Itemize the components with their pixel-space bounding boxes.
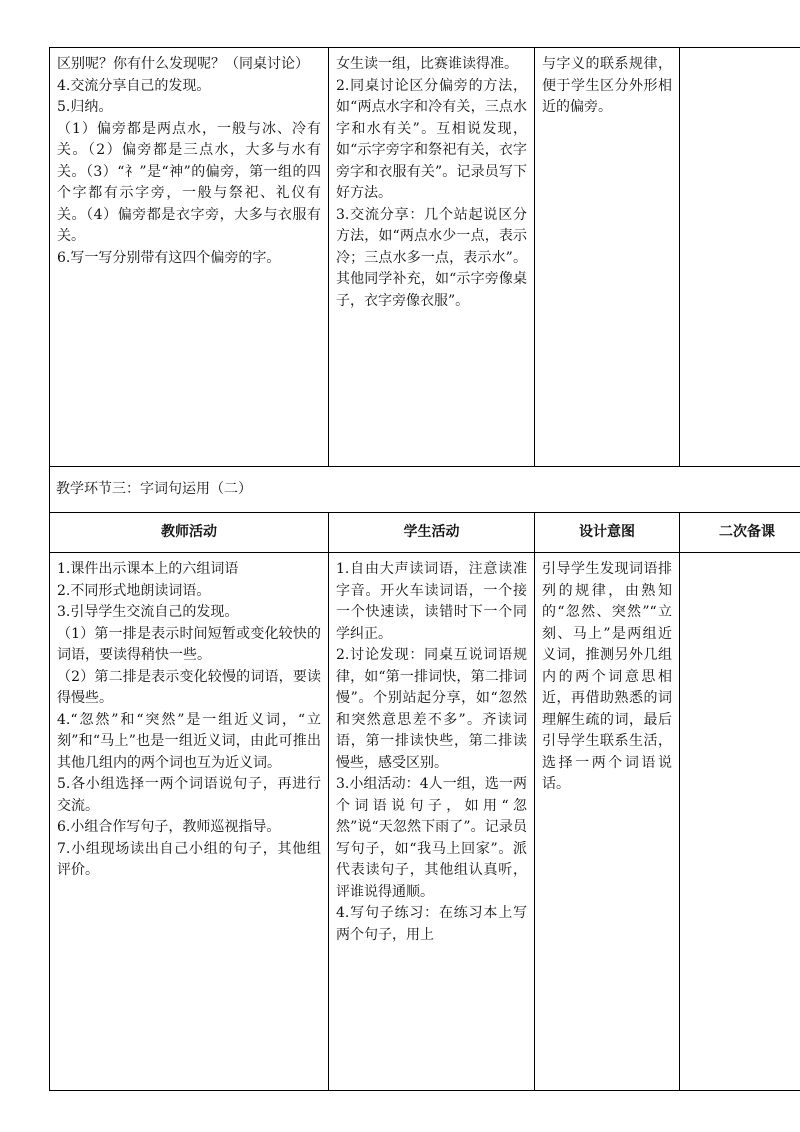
cell-paragraph: 4.“忽然”和“突然”是一组近义词，“立刻”和“马上”也是一组近义词，由此可推出其他几组内的两个词也互为近义词。 xyxy=(57,711,321,771)
cell-paragraph: 3.小组活动：4人一组，选一两个词语说句子，如用“忽然”说“天忽然下雨了”。记录员写句子，如“我马上回家”。派代表读句子，其他组认真听，评谁说得通顺。 xyxy=(336,776,527,900)
cell-paragraph: 4.交流分享自己的发现。 xyxy=(57,77,211,94)
section-title-row xyxy=(50,467,800,513)
section-title: 教学环节三：字词句运用（二） xyxy=(50,467,800,513)
cell-paragraph: 6.小组合作写句子，教师巡视指导。 xyxy=(57,819,281,835)
cell-paragraph: 与字义的联系规律，便于学生区分外形相近的偏旁。 xyxy=(542,56,672,115)
cell-paragraph: 6.写一写分别带有这四个偏旁的字。 xyxy=(57,249,281,266)
student-activity-cell xyxy=(329,48,535,467)
design-intent-cell xyxy=(535,553,680,1091)
secondary-notes-cell xyxy=(680,553,800,1091)
header-design-intent: 设计意图 xyxy=(535,513,680,553)
cell-paragraph: 1.课件出示课本上的六组词语 xyxy=(57,561,239,577)
header-teacher-activity: 教师活动 xyxy=(50,513,329,553)
cell-paragraph: 4.写句子练习：在练习本上写两个句子，用上 xyxy=(336,905,527,943)
cell-paragraph: 引导学生发现词语排列的规律，由熟知的“忽然、突然”“立刻、马上”是两组近义词，推测另外几组内的两个词意思相近，再借助熟悉的词理解生疏的词，最后引导学生联系生活，选择一两个词语说话。 xyxy=(542,561,672,792)
cell-paragraph: 1.自由大声读词语，注意读准字音。开火车读词语，一个接一个快速读，读错时下一个同学纠正。 xyxy=(336,561,527,642)
cell-paragraph: 女生读一组，比赛谁读得准。 xyxy=(336,56,518,72)
header-row xyxy=(50,513,800,553)
design-intent-cell xyxy=(535,48,680,467)
cell-paragraph: 3.交流分享：几个站起说区分方法，如“两点水少一点，表示冷；三点水多一点，表示水”。其他同学补充，如“示字旁像桌子，衣字旁像衣服”。 xyxy=(336,206,527,309)
header-secondary-notes: 二次备课 xyxy=(680,513,800,553)
table-row xyxy=(50,48,800,467)
cell-paragraph: （2）第二排是表示变化较慢的词语，要读得慢些。 xyxy=(57,668,321,706)
cell-paragraph: 3.引导学生交流自己的发现。 xyxy=(57,604,239,620)
cell-paragraph: 7.小组现场读出自己小组的句子，其他组评价。 xyxy=(57,840,321,878)
lesson-plan-table xyxy=(49,47,800,1091)
secondary-notes-cell xyxy=(680,48,800,467)
cell-paragraph: （1）偏旁都是两点水，一般与冰、冷有关。（2）偏旁都是三点水，大多与水有关。（3）“礻”是“神”的偏旁，第一组的四个字都有示字旁，一般与祭祀、礼仪有关。（4）偏旁都是衣字旁，大多与衣服有关。 xyxy=(57,120,321,244)
teacher-activity-cell xyxy=(50,553,329,1091)
cell-paragraph: 5.各小组选择一两个词语说句子，再进行交流。 xyxy=(57,776,321,814)
cell-paragraph: 2.不同形式地朗读词语。 xyxy=(57,582,211,599)
teacher-activity-cell xyxy=(50,48,329,467)
cell-paragraph: 区别呢？你有什么发现呢？（同桌讨论） xyxy=(57,56,309,72)
header-student-activity: 学生活动 xyxy=(329,513,535,553)
table-row xyxy=(50,553,800,1091)
student-activity-cell xyxy=(329,553,535,1091)
cell-paragraph: 2.同桌讨论区分偏旁的方法，如“两点水字和冷有关，三点水字和水有关”。互相说发现，如“示字旁字和祭祀有关，衣字旁字和衣服有关”。记录员写下好方法。 xyxy=(336,77,527,201)
cell-paragraph: （1）第一排是表示时间短暂或变化较快的词语，要读得稍快一些。 xyxy=(57,625,321,663)
cell-paragraph: 2.讨论发现：同桌互说词语规律，如“第一排词快，第二排词慢”。个别站起分享，如“忽然和突然意思差不多”。齐读词语，第一排读快些，第二排读慢些，感受区别。 xyxy=(336,647,527,771)
cell-paragraph: 5.归纳。 xyxy=(57,99,113,115)
